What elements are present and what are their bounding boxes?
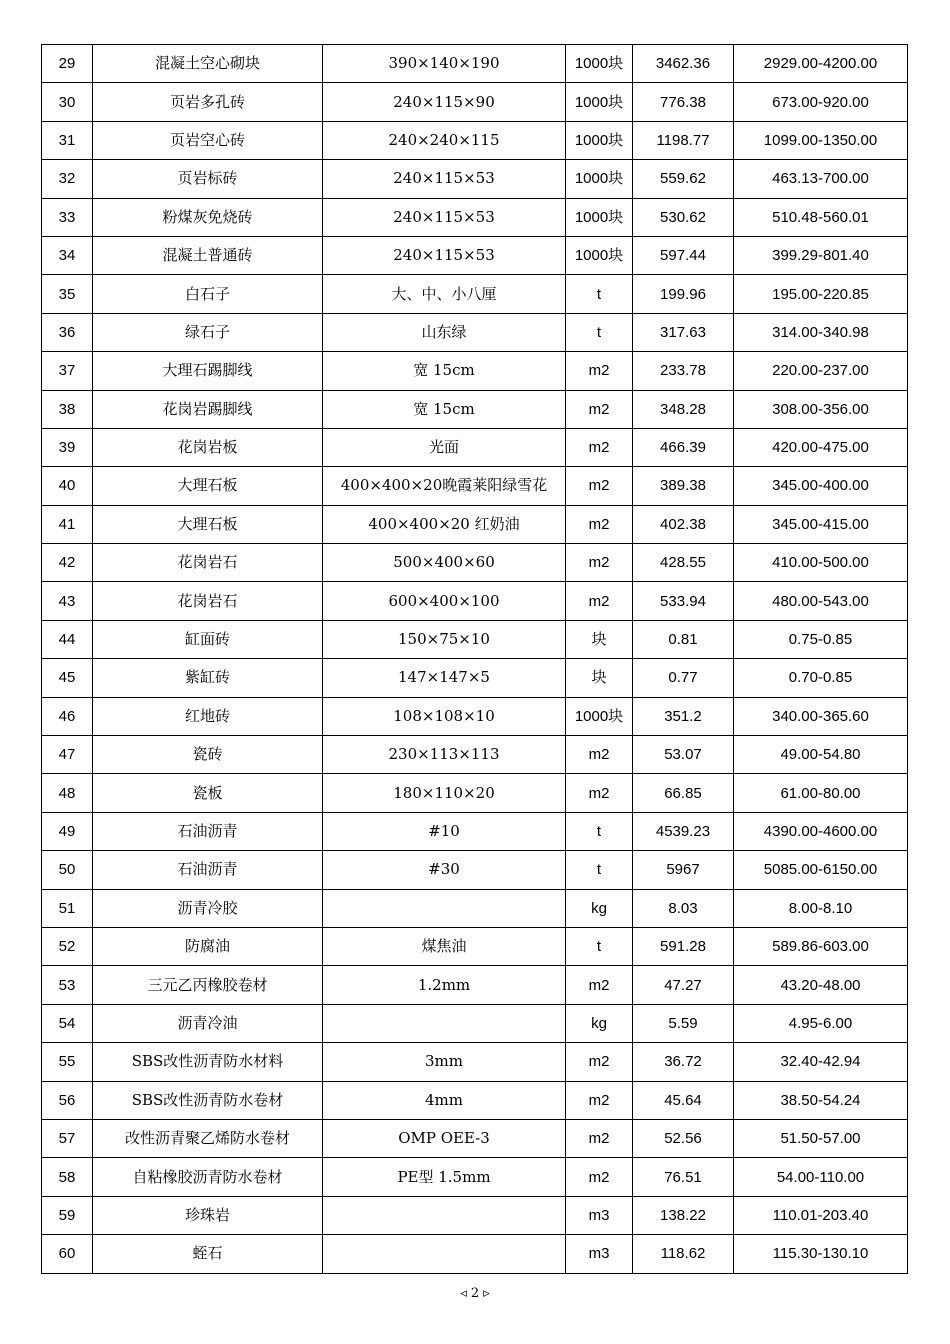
material-spec: 山东绿 <box>323 313 566 351</box>
material-name: SBS改性沥青防水卷材 <box>93 1081 323 1119</box>
material-name: 瓷砖 <box>93 736 323 774</box>
page-number: ◃ 2 ▹ <box>460 1286 490 1301</box>
price-cell: 3462.36 <box>633 45 734 83</box>
row-number: 52 <box>42 927 93 965</box>
unit-cell: t <box>566 275 633 313</box>
price-range-cell: 32.40-42.94 <box>734 1043 908 1081</box>
price-range-cell: 8.00-8.10 <box>734 889 908 927</box>
price-range-cell: 345.00-415.00 <box>734 505 908 543</box>
material-spec: 150×75×10 <box>323 620 566 658</box>
material-spec: 600×400×100 <box>323 582 566 620</box>
material-spec <box>323 1196 566 1234</box>
material-name: 花岗岩石 <box>93 582 323 620</box>
table-row <box>42 352 908 390</box>
price-cell: 1198.77 <box>633 121 734 159</box>
material-spec: OMP OEE-3 <box>323 1119 566 1157</box>
price-range-cell: 340.00-365.60 <box>734 697 908 735</box>
unit-cell: m3 <box>566 1235 633 1273</box>
table-row <box>42 198 908 236</box>
price-cell: 45.64 <box>633 1081 734 1119</box>
table-row <box>42 889 908 927</box>
table-row <box>42 697 908 735</box>
unit-cell: 1000块 <box>566 697 633 735</box>
material-name: 沥青冷油 <box>93 1004 323 1042</box>
table-row <box>42 275 908 313</box>
material-name: 石油沥青 <box>93 851 323 889</box>
material-spec: 宽 15cm <box>323 352 566 390</box>
row-number: 32 <box>42 160 93 198</box>
material-name: 页岩空心砖 <box>93 121 323 159</box>
price-range-cell: 51.50-57.00 <box>734 1119 908 1157</box>
material-name: 大理石板 <box>93 467 323 505</box>
material-name: 花岗岩踢脚线 <box>93 390 323 428</box>
table-row <box>42 620 908 658</box>
row-number: 58 <box>42 1158 93 1196</box>
unit-cell: m2 <box>566 736 633 774</box>
table-row <box>42 812 908 850</box>
row-number: 50 <box>42 851 93 889</box>
table-row <box>42 659 908 697</box>
table-row <box>42 966 908 1004</box>
price-cell: 4539.23 <box>633 812 734 850</box>
table-row <box>42 1004 908 1042</box>
row-number: 35 <box>42 275 93 313</box>
material-name: 蛭石 <box>93 1235 323 1273</box>
material-name: 花岗岩板 <box>93 428 323 466</box>
price-cell: 597.44 <box>633 236 734 274</box>
row-number: 48 <box>42 774 93 812</box>
price-range-cell: 410.00-500.00 <box>734 544 908 582</box>
row-number: 49 <box>42 812 93 850</box>
material-name: 防腐油 <box>93 927 323 965</box>
unit-cell: m2 <box>566 505 633 543</box>
unit-cell: m2 <box>566 428 633 466</box>
price-range-cell: 480.00-543.00 <box>734 582 908 620</box>
unit-cell: t <box>566 812 633 850</box>
table-row <box>42 1081 908 1119</box>
material-spec: 400×400×20 红奶油 <box>323 505 566 543</box>
unit-cell: 1000块 <box>566 198 633 236</box>
table-row <box>42 236 908 274</box>
price-cell: 530.62 <box>633 198 734 236</box>
material-spec: 390×140×190 <box>323 45 566 83</box>
price-range-cell: 220.00-237.00 <box>734 352 908 390</box>
material-spec <box>323 1004 566 1042</box>
unit-cell: t <box>566 851 633 889</box>
row-number: 37 <box>42 352 93 390</box>
material-name: 自粘橡胶沥青防水卷材 <box>93 1158 323 1196</box>
price-range-cell: 314.00-340.98 <box>734 313 908 351</box>
price-cell: 466.39 <box>633 428 734 466</box>
material-spec <box>323 1235 566 1273</box>
price-range-cell: 308.00-356.00 <box>734 390 908 428</box>
material-name: 大理石板 <box>93 505 323 543</box>
price-cell: 138.22 <box>633 1196 734 1234</box>
row-number: 54 <box>42 1004 93 1042</box>
material-spec: 240×115×53 <box>323 236 566 274</box>
material-name: 三元乙丙橡胶卷材 <box>93 966 323 1004</box>
row-number: 36 <box>42 313 93 351</box>
material-name: 紫缸砖 <box>93 659 323 697</box>
material-spec: 240×240×115 <box>323 121 566 159</box>
unit-cell: 1000块 <box>566 45 633 83</box>
unit-cell: 块 <box>566 659 633 697</box>
unit-cell: m2 <box>566 352 633 390</box>
material-price-table <box>41 44 908 1274</box>
unit-cell: m2 <box>566 1158 633 1196</box>
price-range-cell: 345.00-400.00 <box>734 467 908 505</box>
row-number: 34 <box>42 236 93 274</box>
material-name: 混凝土普通砖 <box>93 236 323 274</box>
material-spec: 240×115×53 <box>323 160 566 198</box>
unit-cell: 1000块 <box>566 121 633 159</box>
material-spec: 4mm <box>323 1081 566 1119</box>
price-cell: 559.62 <box>633 160 734 198</box>
row-number: 33 <box>42 198 93 236</box>
table-row <box>42 927 908 965</box>
row-number: 53 <box>42 966 93 1004</box>
price-range-cell: 399.29-801.40 <box>734 236 908 274</box>
material-spec: 108×108×10 <box>323 697 566 735</box>
price-cell: 591.28 <box>633 927 734 965</box>
row-number: 38 <box>42 390 93 428</box>
unit-cell: 块 <box>566 620 633 658</box>
material-spec: 240×115×53 <box>323 198 566 236</box>
material-name: 石油沥青 <box>93 812 323 850</box>
row-number: 43 <box>42 582 93 620</box>
row-number: 47 <box>42 736 93 774</box>
price-cell: 428.55 <box>633 544 734 582</box>
price-range-cell: 110.01-203.40 <box>734 1196 908 1234</box>
table-row <box>42 505 908 543</box>
table-row <box>42 1043 908 1081</box>
material-name: 页岩标砖 <box>93 160 323 198</box>
row-number: 39 <box>42 428 93 466</box>
price-range-cell: 510.48-560.01 <box>734 198 908 236</box>
price-cell: 0.77 <box>633 659 734 697</box>
price-range-cell: 463.13-700.00 <box>734 160 908 198</box>
material-name: 珍珠岩 <box>93 1196 323 1234</box>
table-body <box>42 45 908 1274</box>
table-row <box>42 313 908 351</box>
unit-cell: 1000块 <box>566 160 633 198</box>
unit-cell: m2 <box>566 774 633 812</box>
price-range-cell: 54.00-110.00 <box>734 1158 908 1196</box>
price-cell: 52.56 <box>633 1119 734 1157</box>
material-name: 绿石子 <box>93 313 323 351</box>
material-spec: 大、中、小八厘 <box>323 275 566 313</box>
material-spec: 煤焦油 <box>323 927 566 965</box>
material-name: 沥青冷胶 <box>93 889 323 927</box>
price-range-cell: 43.20-48.00 <box>734 966 908 1004</box>
price-range-cell: 420.00-475.00 <box>734 428 908 466</box>
unit-cell: m2 <box>566 544 633 582</box>
row-number: 42 <box>42 544 93 582</box>
unit-cell: m2 <box>566 966 633 1004</box>
unit-cell: m2 <box>566 390 633 428</box>
price-range-cell: 61.00-80.00 <box>734 774 908 812</box>
material-name: 粉煤灰免烧砖 <box>93 198 323 236</box>
price-cell: 47.27 <box>633 966 734 1004</box>
material-name: 大理石踢脚线 <box>93 352 323 390</box>
table-row <box>42 45 908 83</box>
price-cell: 348.28 <box>633 390 734 428</box>
row-number: 55 <box>42 1043 93 1081</box>
material-name: 页岩多孔砖 <box>93 83 323 121</box>
price-range-cell: 2929.00-4200.00 <box>734 45 908 83</box>
row-number: 60 <box>42 1235 93 1273</box>
price-cell: 5967 <box>633 851 734 889</box>
table-row <box>42 467 908 505</box>
price-cell: 233.78 <box>633 352 734 390</box>
price-range-cell: 195.00-220.85 <box>734 275 908 313</box>
unit-cell: m2 <box>566 467 633 505</box>
price-range-cell: 38.50-54.24 <box>734 1081 908 1119</box>
material-spec: 400×400×20晚霞莱阳绿雪花 <box>323 467 566 505</box>
price-cell: 351.2 <box>633 697 734 735</box>
unit-cell: m2 <box>566 1119 633 1157</box>
unit-cell: 1000块 <box>566 236 633 274</box>
row-number: 59 <box>42 1196 93 1234</box>
material-spec: 180×110×20 <box>323 774 566 812</box>
row-number: 40 <box>42 467 93 505</box>
row-number: 30 <box>42 83 93 121</box>
table-row <box>42 544 908 582</box>
table-row <box>42 428 908 466</box>
row-number: 46 <box>42 697 93 735</box>
price-range-cell: 49.00-54.80 <box>734 736 908 774</box>
unit-cell: m3 <box>566 1196 633 1234</box>
material-name: SBS改性沥青防水材料 <box>93 1043 323 1081</box>
table-row <box>42 1235 908 1273</box>
row-number: 51 <box>42 889 93 927</box>
price-range-cell: 4390.00-4600.00 <box>734 812 908 850</box>
price-range-cell: 115.30-130.10 <box>734 1235 908 1273</box>
price-cell: 118.62 <box>633 1235 734 1273</box>
row-number: 56 <box>42 1081 93 1119</box>
material-name: 瓷板 <box>93 774 323 812</box>
material-spec: 3mm <box>323 1043 566 1081</box>
price-cell: 776.38 <box>633 83 734 121</box>
price-range-cell: 1099.00-1350.00 <box>734 121 908 159</box>
material-spec: 光面 <box>323 428 566 466</box>
row-number: 44 <box>42 620 93 658</box>
price-cell: 533.94 <box>633 582 734 620</box>
price-cell: 76.51 <box>633 1158 734 1196</box>
table-row <box>42 390 908 428</box>
row-number: 41 <box>42 505 93 543</box>
table-row <box>42 851 908 889</box>
table-row <box>42 1158 908 1196</box>
price-cell: 389.38 <box>633 467 734 505</box>
unit-cell: m2 <box>566 1043 633 1081</box>
unit-cell: kg <box>566 1004 633 1042</box>
material-spec: 1.2mm <box>323 966 566 1004</box>
price-range-cell: 0.75-0.85 <box>734 620 908 658</box>
table-row <box>42 83 908 121</box>
unit-cell: t <box>566 313 633 351</box>
material-spec: 宽 15cm <box>323 390 566 428</box>
table-row <box>42 1119 908 1157</box>
material-spec: 240×115×90 <box>323 83 566 121</box>
price-range-cell: 589.86-603.00 <box>734 927 908 965</box>
material-spec: 230×113×113 <box>323 736 566 774</box>
material-spec: PE型 1.5mm <box>323 1158 566 1196</box>
material-spec: 500×400×60 <box>323 544 566 582</box>
price-cell: 0.81 <box>633 620 734 658</box>
unit-cell: t <box>566 927 633 965</box>
table-row <box>42 582 908 620</box>
price-range-cell: 4.95-6.00 <box>734 1004 908 1042</box>
material-name: 混凝土空心砌块 <box>93 45 323 83</box>
price-cell: 8.03 <box>633 889 734 927</box>
row-number: 29 <box>42 45 93 83</box>
unit-cell: m2 <box>566 582 633 620</box>
price-cell: 53.07 <box>633 736 734 774</box>
material-spec: #30 <box>323 851 566 889</box>
table-row <box>42 1196 908 1234</box>
material-spec: #10 <box>323 812 566 850</box>
price-range-cell: 5085.00-6150.00 <box>734 851 908 889</box>
material-name: 改性沥青聚乙烯防水卷材 <box>93 1119 323 1157</box>
price-range-cell: 0.70-0.85 <box>734 659 908 697</box>
row-number: 45 <box>42 659 93 697</box>
price-cell: 66.85 <box>633 774 734 812</box>
row-number: 31 <box>42 121 93 159</box>
unit-cell: m2 <box>566 1081 633 1119</box>
row-number: 57 <box>42 1119 93 1157</box>
material-name: 红地砖 <box>93 697 323 735</box>
material-name: 花岗岩石 <box>93 544 323 582</box>
table-row <box>42 121 908 159</box>
material-name: 缸面砖 <box>93 620 323 658</box>
price-cell: 199.96 <box>633 275 734 313</box>
table-row <box>42 160 908 198</box>
unit-cell: 1000块 <box>566 83 633 121</box>
material-spec: 147×147×5 <box>323 659 566 697</box>
price-range-cell: 673.00-920.00 <box>734 83 908 121</box>
price-cell: 317.63 <box>633 313 734 351</box>
price-cell: 36.72 <box>633 1043 734 1081</box>
price-cell: 402.38 <box>633 505 734 543</box>
material-name: 白石子 <box>93 275 323 313</box>
price-cell: 5.59 <box>633 1004 734 1042</box>
unit-cell: kg <box>566 889 633 927</box>
table-row <box>42 774 908 812</box>
material-spec <box>323 889 566 927</box>
table-row <box>42 736 908 774</box>
